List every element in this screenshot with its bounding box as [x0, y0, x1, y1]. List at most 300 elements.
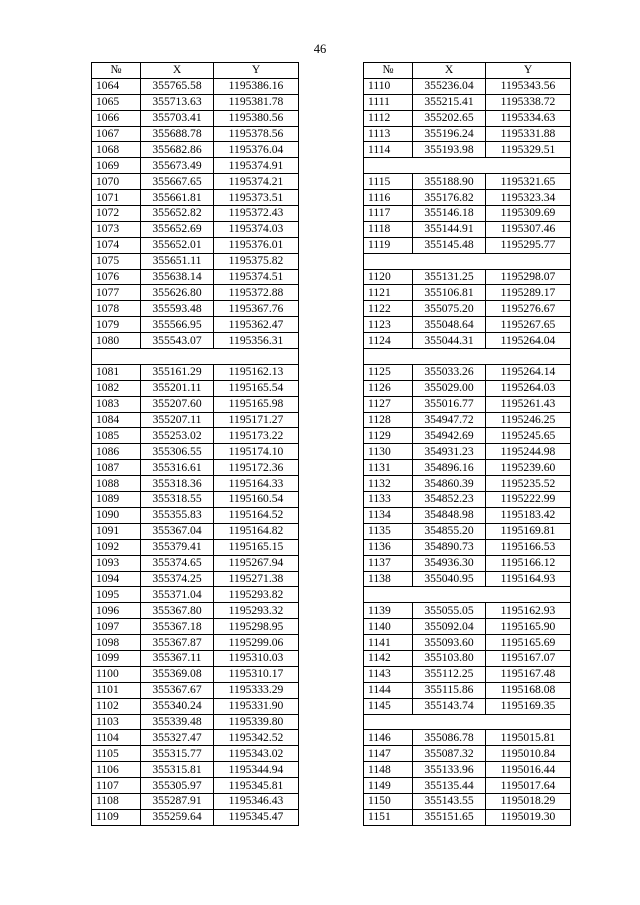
- cell-y: 1195245.65: [486, 428, 571, 444]
- cell-num: 1113: [364, 126, 413, 142]
- cell-num: 1080: [92, 333, 141, 349]
- cell-num: 1145: [364, 698, 413, 714]
- cell-y: 1195367.76: [214, 301, 299, 317]
- table-row: [92, 603, 299, 619]
- cell-x: 354947.72: [413, 412, 486, 428]
- coordinates-table-left: [91, 62, 299, 826]
- cell-y: 1195376.01: [214, 237, 299, 253]
- cell-y: 1195380.56: [214, 110, 299, 126]
- cell-num: 1148: [364, 762, 413, 778]
- cell-num: 1098: [92, 635, 141, 651]
- cell-x: 355143.55: [413, 793, 486, 809]
- cell-x: 355188.90: [413, 174, 486, 190]
- cell-num: 1125: [364, 364, 413, 380]
- cell-y: 1195162.13: [214, 364, 299, 380]
- cell-x: 355652.69: [141, 221, 214, 237]
- table-row: [92, 555, 299, 571]
- cell-x: 355369.08: [141, 666, 214, 682]
- cell-y: 1195321.65: [486, 174, 571, 190]
- cell-y: 1195295.77: [486, 237, 571, 253]
- cell-num: 1147: [364, 746, 413, 762]
- table-row: [364, 301, 571, 317]
- table-row: [364, 698, 571, 714]
- cell-num: 1094: [92, 571, 141, 587]
- table-separator-row: [364, 253, 571, 269]
- cell-num: 1151: [364, 809, 413, 825]
- cell-y: 1195299.06: [214, 635, 299, 651]
- table-row: [364, 476, 571, 492]
- cell-num: 1114: [364, 142, 413, 158]
- cell-num: 1087: [92, 460, 141, 476]
- table-row: [92, 126, 299, 142]
- cell-x: 354931.23: [413, 444, 486, 460]
- cell-x: 355315.81: [141, 762, 214, 778]
- cell-x: 355253.02: [141, 428, 214, 444]
- cell-x: 355048.64: [413, 317, 486, 333]
- cell-y: 1195378.56: [214, 126, 299, 142]
- cell-num: 1105: [92, 746, 141, 762]
- table-row: [364, 650, 571, 666]
- header-number: №: [364, 63, 413, 79]
- table-row: [364, 555, 571, 571]
- table-row: [364, 571, 571, 587]
- header-y: Y: [214, 63, 299, 79]
- table-row: [92, 412, 299, 428]
- cell-num: 1072: [92, 206, 141, 222]
- cell-x: 355379.41: [141, 539, 214, 555]
- table-row: [92, 698, 299, 714]
- cell-x: 355305.97: [141, 778, 214, 794]
- cell-y: 1195333.29: [214, 682, 299, 698]
- table-row: [364, 396, 571, 412]
- cell-y: 1195376.04: [214, 142, 299, 158]
- cell-y: 1195331.90: [214, 698, 299, 714]
- table-row: [92, 746, 299, 762]
- cell-num: 1095: [92, 587, 141, 603]
- cell-y: 1195166.12: [486, 555, 571, 571]
- cell-y: 1195374.51: [214, 269, 299, 285]
- cell-num: 1093: [92, 555, 141, 571]
- cell-x: 355316.61: [141, 460, 214, 476]
- cell-x: 355193.98: [413, 142, 486, 158]
- cell-y: 1195174.10: [214, 444, 299, 460]
- cell-y: 1195375.82: [214, 253, 299, 269]
- cell-x: 355207.11: [141, 412, 214, 428]
- table-separator-row: [364, 587, 571, 603]
- cell-x: 355202.65: [413, 110, 486, 126]
- table-row: [92, 571, 299, 587]
- cell-y: 1195310.17: [214, 666, 299, 682]
- cell-y: 1195239.60: [486, 460, 571, 476]
- table-row: [364, 730, 571, 746]
- table-row: [92, 523, 299, 539]
- cell-y: 1195244.98: [486, 444, 571, 460]
- table-row: [92, 317, 299, 333]
- cell-num: 1096: [92, 603, 141, 619]
- table-row: [92, 110, 299, 126]
- cell-x: 355086.78: [413, 730, 486, 746]
- cell-x: 355143.74: [413, 698, 486, 714]
- cell-num: 1141: [364, 635, 413, 651]
- table-separator-row: [364, 349, 571, 365]
- cell-x: 355371.04: [141, 587, 214, 603]
- cell-x: 355374.25: [141, 571, 214, 587]
- cell-num: 1081: [92, 364, 141, 380]
- cell-y: 1195165.98: [214, 396, 299, 412]
- cell-y: 1195386.16: [214, 78, 299, 94]
- table-row: [92, 396, 299, 412]
- cell-num: 1066: [92, 110, 141, 126]
- cell-num: 1140: [364, 619, 413, 635]
- table-header-row: [364, 63, 571, 79]
- separator-cell: [364, 587, 571, 603]
- cell-num: 1103: [92, 714, 141, 730]
- table-row: [364, 778, 571, 794]
- cell-y: 1195169.35: [486, 698, 571, 714]
- cell-x: 355652.82: [141, 206, 214, 222]
- table-row: [364, 507, 571, 523]
- table-row: [92, 635, 299, 651]
- cell-num: 1112: [364, 110, 413, 126]
- cell-x: 355055.05: [413, 603, 486, 619]
- table-row: [92, 94, 299, 110]
- header-number: №: [92, 63, 141, 79]
- table-row: [92, 174, 299, 190]
- cell-num: 1069: [92, 158, 141, 174]
- cell-y: 1195019.30: [486, 809, 571, 825]
- cell-x: 355543.07: [141, 333, 214, 349]
- cell-num: 1119: [364, 237, 413, 253]
- table-row: [92, 142, 299, 158]
- cell-x: 355566.95: [141, 317, 214, 333]
- cell-x: 354936.30: [413, 555, 486, 571]
- table-row: [92, 158, 299, 174]
- cell-x: 355103.80: [413, 650, 486, 666]
- cell-x: 355638.14: [141, 269, 214, 285]
- table-row: [92, 650, 299, 666]
- cell-x: 355087.32: [413, 746, 486, 762]
- table-row: [92, 221, 299, 237]
- cell-x: 354852.23: [413, 492, 486, 508]
- table-row: [364, 412, 571, 428]
- table-row: [364, 539, 571, 555]
- cell-x: 355626.80: [141, 285, 214, 301]
- cell-num: 1116: [364, 190, 413, 206]
- table-row: [92, 492, 299, 508]
- table-row: [92, 476, 299, 492]
- cell-x: 355145.48: [413, 237, 486, 253]
- table-row: [92, 507, 299, 523]
- cell-y: 1195167.07: [486, 650, 571, 666]
- cell-x: 355340.24: [141, 698, 214, 714]
- cell-x: 355033.26: [413, 364, 486, 380]
- cell-x: 355661.81: [141, 190, 214, 206]
- cell-num: 1135: [364, 523, 413, 539]
- cell-num: 1131: [364, 460, 413, 476]
- cell-x: 355093.60: [413, 635, 486, 651]
- cell-num: 1088: [92, 476, 141, 492]
- cell-y: 1195343.02: [214, 746, 299, 762]
- table-row: [364, 285, 571, 301]
- cell-num: 1137: [364, 555, 413, 571]
- cell-x: 355029.00: [413, 380, 486, 396]
- cell-y: 1195164.93: [486, 571, 571, 587]
- cell-x: 355667.65: [141, 174, 214, 190]
- cell-y: 1195356.31: [214, 333, 299, 349]
- table-row: [364, 793, 571, 809]
- cell-y: 1195164.82: [214, 523, 299, 539]
- table-separator-row: [364, 714, 571, 730]
- table-row: [364, 682, 571, 698]
- cell-y: 1195345.81: [214, 778, 299, 794]
- cell-num: 1136: [364, 539, 413, 555]
- cell-num: 1111: [364, 94, 413, 110]
- cell-num: 1090: [92, 507, 141, 523]
- cell-x: 355652.01: [141, 237, 214, 253]
- cell-y: 1195165.15: [214, 539, 299, 555]
- table-row: [92, 333, 299, 349]
- table-row: [364, 428, 571, 444]
- cell-x: 355259.64: [141, 809, 214, 825]
- table-row: [92, 269, 299, 285]
- cell-y: 1195261.43: [486, 396, 571, 412]
- cell-x: 355016.77: [413, 396, 486, 412]
- cell-x: 354855.20: [413, 523, 486, 539]
- cell-x: 355318.36: [141, 476, 214, 492]
- table-row: [92, 666, 299, 682]
- table-row: [364, 174, 571, 190]
- cell-y: 1195165.54: [214, 380, 299, 396]
- cell-y: 1195168.08: [486, 682, 571, 698]
- table-row: [364, 269, 571, 285]
- separator-cell: [92, 349, 299, 365]
- cell-num: 1110: [364, 78, 413, 94]
- cell-x: 355367.11: [141, 650, 214, 666]
- table-row: [364, 444, 571, 460]
- table-row: [364, 237, 571, 253]
- table-row: [364, 190, 571, 206]
- cell-x: 355151.65: [413, 809, 486, 825]
- cell-x: 355765.58: [141, 78, 214, 94]
- cell-y: 1195164.52: [214, 507, 299, 523]
- cell-y: 1195271.38: [214, 571, 299, 587]
- table-row: [364, 635, 571, 651]
- cell-num: 1121: [364, 285, 413, 301]
- cell-num: 1115: [364, 174, 413, 190]
- cell-y: 1195343.56: [486, 78, 571, 94]
- cell-num: 1123: [364, 317, 413, 333]
- cell-x: 355040.95: [413, 571, 486, 587]
- cell-num: 1083: [92, 396, 141, 412]
- cell-num: 1085: [92, 428, 141, 444]
- page-number: 46: [313, 42, 327, 56]
- cell-num: 1106: [92, 762, 141, 778]
- cell-num: 1073: [92, 221, 141, 237]
- cell-num: 1104: [92, 730, 141, 746]
- cell-num: 1076: [92, 269, 141, 285]
- cell-num: 1070: [92, 174, 141, 190]
- cell-y: 1195165.69: [486, 635, 571, 651]
- cell-num: 1067: [92, 126, 141, 142]
- table-row: [364, 523, 571, 539]
- table-row: [364, 142, 571, 158]
- table-row: [92, 539, 299, 555]
- cell-y: 1195222.99: [486, 492, 571, 508]
- table-row: [92, 364, 299, 380]
- cell-num: 1108: [92, 793, 141, 809]
- cell-num: 1120: [364, 269, 413, 285]
- coordinates-table-right: [363, 62, 571, 826]
- table-row: [92, 380, 299, 396]
- table-row: [92, 206, 299, 222]
- cell-num: 1071: [92, 190, 141, 206]
- cell-x: 355651.11: [141, 253, 214, 269]
- cell-y: 1195329.51: [486, 142, 571, 158]
- cell-x: 355703.41: [141, 110, 214, 126]
- table-row: [92, 444, 299, 460]
- table-row: [92, 78, 299, 94]
- cell-y: 1195172.36: [214, 460, 299, 476]
- table-row: [92, 285, 299, 301]
- cell-x: 355075.20: [413, 301, 486, 317]
- table-row: [364, 809, 571, 825]
- table-row: [364, 206, 571, 222]
- cell-x: 355315.77: [141, 746, 214, 762]
- cell-y: 1195276.67: [486, 301, 571, 317]
- cell-y: 1195017.64: [486, 778, 571, 794]
- cell-num: 1146: [364, 730, 413, 746]
- cell-x: 355176.82: [413, 190, 486, 206]
- cell-num: 1144: [364, 682, 413, 698]
- cell-y: 1195169.81: [486, 523, 571, 539]
- separator-cell: [364, 158, 571, 174]
- cell-x: 355306.55: [141, 444, 214, 460]
- cell-y: 1195374.21: [214, 174, 299, 190]
- cell-x: 355339.48: [141, 714, 214, 730]
- separator-cell: [364, 714, 571, 730]
- cell-y: 1195372.43: [214, 206, 299, 222]
- cell-y: 1195289.17: [486, 285, 571, 301]
- cell-x: 355115.86: [413, 682, 486, 698]
- cell-x: 355367.67: [141, 682, 214, 698]
- cell-num: 1091: [92, 523, 141, 539]
- cell-x: 355133.96: [413, 762, 486, 778]
- cell-y: 1195381.78: [214, 94, 299, 110]
- cell-y: 1195166.53: [486, 539, 571, 555]
- cell-y: 1195162.93: [486, 603, 571, 619]
- cell-y: 1195165.90: [486, 619, 571, 635]
- cell-y: 1195164.33: [214, 476, 299, 492]
- cell-x: 354942.69: [413, 428, 486, 444]
- cell-y: 1195246.25: [486, 412, 571, 428]
- cell-num: 1126: [364, 380, 413, 396]
- cell-num: 1122: [364, 301, 413, 317]
- cell-x: 355131.25: [413, 269, 486, 285]
- cell-x: 355355.83: [141, 507, 214, 523]
- cell-y: 1195267.65: [486, 317, 571, 333]
- cell-x: 355106.81: [413, 285, 486, 301]
- table-row: [92, 714, 299, 730]
- cell-num: 1109: [92, 809, 141, 825]
- cell-y: 1195016.44: [486, 762, 571, 778]
- cell-x: 355161.29: [141, 364, 214, 380]
- cell-x: 355318.55: [141, 492, 214, 508]
- header-x: X: [141, 63, 214, 79]
- table-row: [92, 253, 299, 269]
- cell-y: 1195331.88: [486, 126, 571, 142]
- cell-x: 355044.31: [413, 333, 486, 349]
- cell-x: 355092.04: [413, 619, 486, 635]
- table-separator-row: [364, 158, 571, 174]
- table-row: [364, 221, 571, 237]
- cell-y: 1195267.94: [214, 555, 299, 571]
- cell-num: 1097: [92, 619, 141, 635]
- table-row: [364, 380, 571, 396]
- separator-cell: [364, 349, 571, 365]
- cell-x: 355327.47: [141, 730, 214, 746]
- cell-y: 1195310.03: [214, 650, 299, 666]
- cell-num: 1132: [364, 476, 413, 492]
- cell-num: 1128: [364, 412, 413, 428]
- table-row: [92, 587, 299, 603]
- cell-x: 355593.48: [141, 301, 214, 317]
- cell-num: 1082: [92, 380, 141, 396]
- table-row: [364, 94, 571, 110]
- cell-x: 355236.04: [413, 78, 486, 94]
- table-row: [364, 364, 571, 380]
- table-row: [92, 237, 299, 253]
- cell-x: 355287.91: [141, 793, 214, 809]
- cell-y: 1195160.54: [214, 492, 299, 508]
- cell-num: 1117: [364, 206, 413, 222]
- table-row: [92, 809, 299, 825]
- cell-y: 1195374.03: [214, 221, 299, 237]
- table-row: [364, 492, 571, 508]
- cell-num: 1130: [364, 444, 413, 460]
- separator-cell: [364, 253, 571, 269]
- cell-y: 1195171.27: [214, 412, 299, 428]
- table-row: [364, 460, 571, 476]
- cell-x: 355688.78: [141, 126, 214, 142]
- cell-num: 1101: [92, 682, 141, 698]
- table-row: [92, 301, 299, 317]
- cell-num: 1079: [92, 317, 141, 333]
- cell-num: 1134: [364, 507, 413, 523]
- cell-num: 1102: [92, 698, 141, 714]
- table-row: [92, 793, 299, 809]
- cell-x: 355367.80: [141, 603, 214, 619]
- cell-num: 1142: [364, 650, 413, 666]
- cell-num: 1074: [92, 237, 141, 253]
- table-row: [364, 619, 571, 635]
- cell-num: 1068: [92, 142, 141, 158]
- cell-y: 1195293.82: [214, 587, 299, 603]
- cell-x: 355146.18: [413, 206, 486, 222]
- cell-num: 1099: [92, 650, 141, 666]
- table-row: [92, 730, 299, 746]
- cell-y: 1195183.42: [486, 507, 571, 523]
- cell-x: 355207.60: [141, 396, 214, 412]
- cell-y: 1195342.52: [214, 730, 299, 746]
- cell-y: 1195235.52: [486, 476, 571, 492]
- cell-y: 1195339.80: [214, 714, 299, 730]
- cell-num: 1138: [364, 571, 413, 587]
- cell-y: 1195374.91: [214, 158, 299, 174]
- table-row: [364, 762, 571, 778]
- cell-y: 1195293.32: [214, 603, 299, 619]
- cell-num: 1133: [364, 492, 413, 508]
- cell-x: 355682.86: [141, 142, 214, 158]
